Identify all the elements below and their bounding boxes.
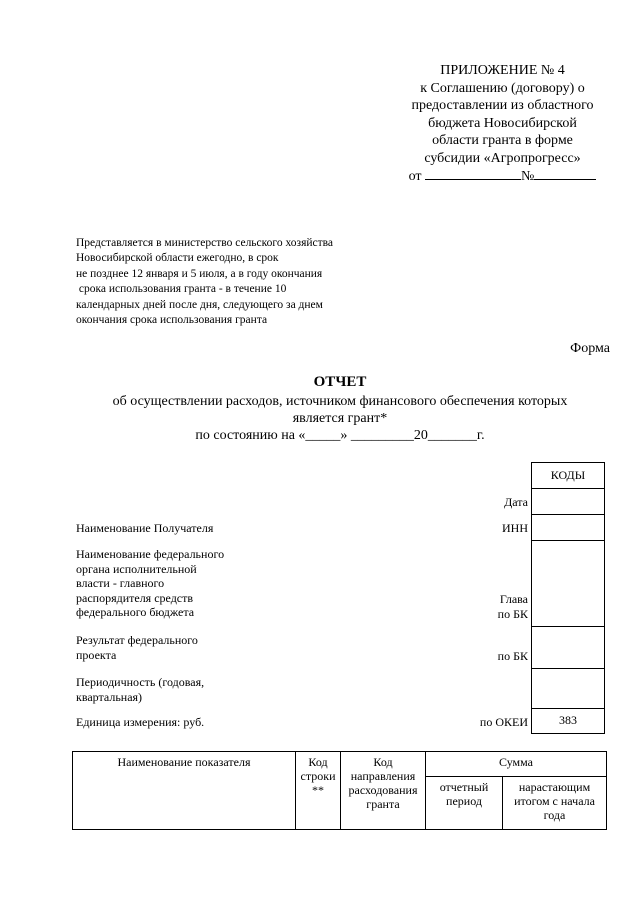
recipient-name-label: Наименование Получателя [76, 521, 214, 535]
note-line: окончания срока использования гранта [76, 314, 268, 327]
agreement-date-line [395, 167, 610, 186]
appendix-line: субсидии «Агропрогресс» [424, 150, 581, 166]
appendix-line: бюджета Новосибирской [428, 115, 577, 131]
expense-direction-code-header: Код направления расходования гранта [341, 752, 426, 830]
expenses-table [72, 751, 607, 830]
appendix-line: предоставлении из областного [411, 98, 594, 113]
submission-note [76, 236, 376, 328]
note-line: Новосибирской области ежегодно, в срок [76, 252, 279, 265]
date-prefix: от [408, 169, 422, 184]
form-label: Форма [570, 341, 610, 356]
appendix-title: ПРИЛОЖЕНИЕ № 4 [440, 63, 565, 78]
federal-project-label: Результат федерального проекта [76, 633, 198, 662]
agreement-number-blank [534, 167, 596, 180]
inn-code-cell[interactable] [532, 515, 604, 541]
appendix-line: к Соглашению (договору) о [420, 80, 585, 96]
as-of-date-line: по состоянию на «_____» _________20_______г. [195, 428, 485, 443]
po-bk-label: по БК [497, 649, 528, 663]
sum-header: Сумма [426, 752, 607, 777]
report-subtitle [60, 393, 620, 444]
periodicity-label: Периодичность (годовая, квартальная) [76, 675, 205, 704]
note-line: Представляется в министерство сельского хозяйства [76, 237, 334, 249]
date-code-label: Дата [504, 495, 528, 509]
okei-code-cell: 383 [559, 713, 577, 727]
subtitle-line: об осуществлении расходов, источником финансового обеспечения которых [112, 394, 568, 409]
codes-box [531, 462, 605, 734]
cumulative-header: нарастающим итогом с начала года [503, 777, 607, 830]
reporting-period-header: отчетный период [426, 777, 503, 830]
federal-authority-label: Наименование федерального органа исполнительной власти - главного распорядителя средств федерального бюджета [76, 547, 225, 619]
agreement-date-blank [425, 167, 521, 180]
note-line: не позднее 12 января и 5 июля, а в году окончания [76, 267, 323, 280]
note-line: календарных дней после дня, следующего за днем [76, 298, 323, 311]
number-sign: № [521, 169, 535, 184]
okei-code-label: по ОКЕИ [479, 715, 528, 729]
indicator-name-header: Наименование показателя [73, 752, 296, 830]
unit-label: Единица измерения: руб. [76, 715, 205, 729]
inn-code-label: ИНН [502, 521, 528, 535]
codes-header: КОДЫ [532, 463, 604, 489]
row-code-header: Код строки ** [296, 752, 341, 830]
periodicity-code-cell[interactable] [532, 669, 604, 709]
appendix-header [395, 62, 610, 186]
glava-bk-label: Глава по БК [497, 592, 528, 621]
date-code-cell[interactable] [532, 489, 604, 515]
subtitle-line: является грант* [292, 411, 388, 426]
report-title: ОТЧЕТ [313, 374, 367, 390]
federal-project-code-cell[interactable] [532, 627, 604, 669]
appendix-line: области гранта в форме [432, 133, 573, 148]
note-line: срока использования гранта - в течение 10 [76, 283, 287, 296]
glava-bk-code-cell[interactable] [532, 541, 604, 627]
